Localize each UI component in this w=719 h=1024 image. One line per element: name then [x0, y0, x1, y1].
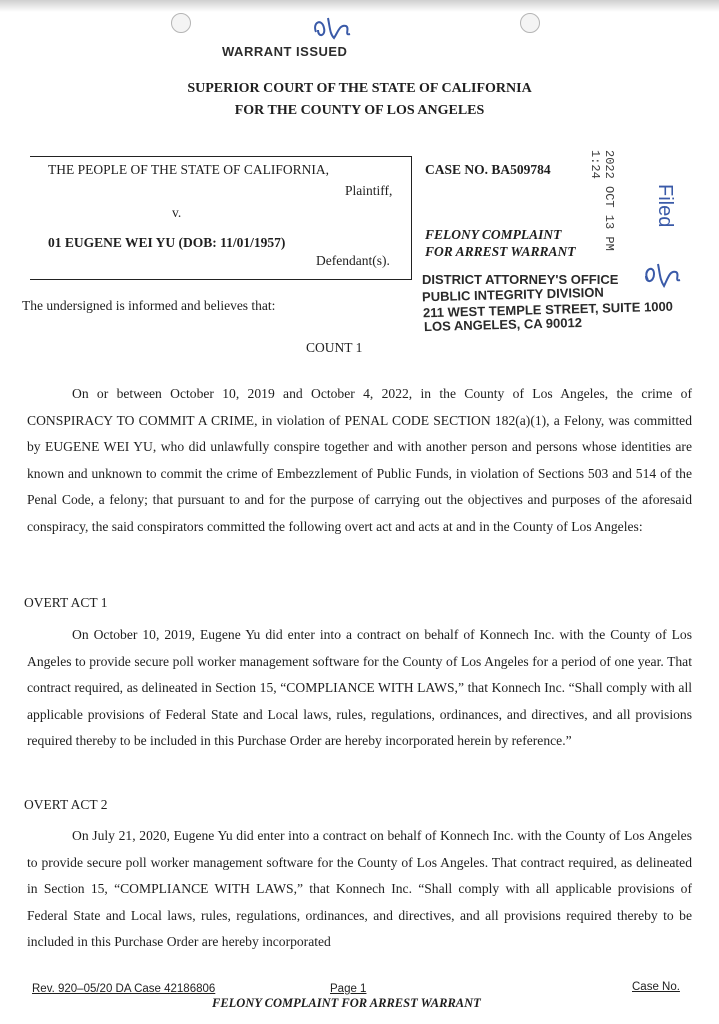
case-number: CASE NO. BA509784	[425, 162, 551, 177]
overt-act-1-text: On October 10, 2019, Eugene Yu did enter into a contract on behalf of Konnech Inc. with the County of Los Angeles to provide secure poll worker management software for the County of Los Angeles for a period of one year. That contract required, as delineated in Section 15, “COMPLIANCE WITH LAWS,” that Konnech Inc. “Shall comply with all applicable provisions of Federal State and Local laws, rules, regulations, ordinances, and directives, and all provisions required thereby to be included in this Purchase Order are hereby incorporated herein by reference.”	[27, 627, 692, 748]
footer-document-title: FELONY COMPLAINT FOR ARREST WARRANT	[212, 996, 481, 1010]
footer-revision: Rev. 920–05/20 DA Case 42186806	[32, 983, 216, 995]
court-name-line2: FOR THE COUNTY OF LOS ANGELES	[234, 103, 485, 118]
overt-act-2-text: On July 21, 2020, Eugene Yu did enter into a contract on behalf of Konnech Inc. with the County of Los Angeles to provide secure poll worker management software for the County of Los Angeles. That contract required, as delineated in Section 15, “COMPLIANCE WITH LAWS,” that Konnech Inc. “Shall comply with all applicable provisions of Federal State and Local laws, rules, regulations, ordinances, and directives, and all provisions required thereby to be included in this Purchase Order are hereby incorporated	[27, 828, 692, 949]
people-plaintiff-name: THE PEOPLE OF THE STATE OF CALIFORNIA,	[48, 162, 330, 177]
informed-statement: The undersigned is informed and believes that:	[22, 298, 276, 313]
da-stamp-line1: DISTRICT ATTORNEY'S OFFICE	[422, 272, 619, 287]
filed-date-stamp: 2022 OCT 13 PM 1:24	[588, 150, 616, 251]
court-name-line1: SUPERIOR COURT OF THE STATE OF CALIFORNIA	[187, 81, 532, 96]
handwritten-initials-stamp	[640, 258, 684, 292]
warrant-issued-stamp: WARRANT ISSUED	[222, 44, 348, 59]
footer-case-no-label: Case No.	[632, 981, 680, 993]
overt-act-2-paragraph	[27, 823, 692, 956]
da-stamp-line2: PUBLIC INTEGRITY DIVISION	[421, 284, 604, 305]
count-text: On or between October 10, 2019 and October 4, 2022, in the County of Los Angeles, the crime of CONSPIRACY TO COMMIT A CRIME, in violation of PENAL CODE SECTION 182(a)(1), a Felony, was committed by EUGENE WEI YU, who did unlawfully conspire together and with another person and persons whose identities are known and unknown to commit the crime of Embezzlement of Public Funds, in violation of Sections 503 and 514 of the Penal Code, a felony; that pursuant to and for the purpose of carrying out the objectives and purposes of the aforesaid conspiracy, the said conspirators committed the following overt act and acts at and in the County of Los Angeles:	[27, 386, 692, 534]
da-stamp-line4: LOS ANGELES, CA 90012	[423, 314, 583, 335]
plaintiff-label: Plaintiff,	[345, 183, 393, 198]
overt-act-2-title: OVERT ACT 2	[24, 797, 108, 812]
defendant-name: 01 EUGENE WEI YU (DOB: 11/01/1957)	[48, 235, 286, 250]
document-type-line1: FELONY COMPLAINT	[425, 227, 562, 242]
filed-stamp: Filed	[654, 184, 676, 228]
punch-hole-left	[171, 13, 191, 33]
da-stamp-line3: 211 WEST TEMPLE STREET, SUITE 1000	[422, 298, 674, 321]
handwritten-initials-top	[310, 14, 354, 44]
overt-act-1-title: OVERT ACT 1	[24, 595, 108, 610]
count-paragraph	[27, 381, 692, 540]
punch-hole-right	[520, 13, 540, 33]
defendant-label: Defendant(s).	[316, 253, 390, 268]
count-title: COUNT 1	[306, 340, 363, 355]
versus-label: v.	[172, 205, 182, 220]
document-type-line2: FOR ARREST WARRANT	[425, 244, 576, 259]
overt-act-1-paragraph	[27, 622, 692, 755]
footer-page-number: Page 1	[330, 983, 367, 995]
page-top-edge	[0, 0, 719, 12]
